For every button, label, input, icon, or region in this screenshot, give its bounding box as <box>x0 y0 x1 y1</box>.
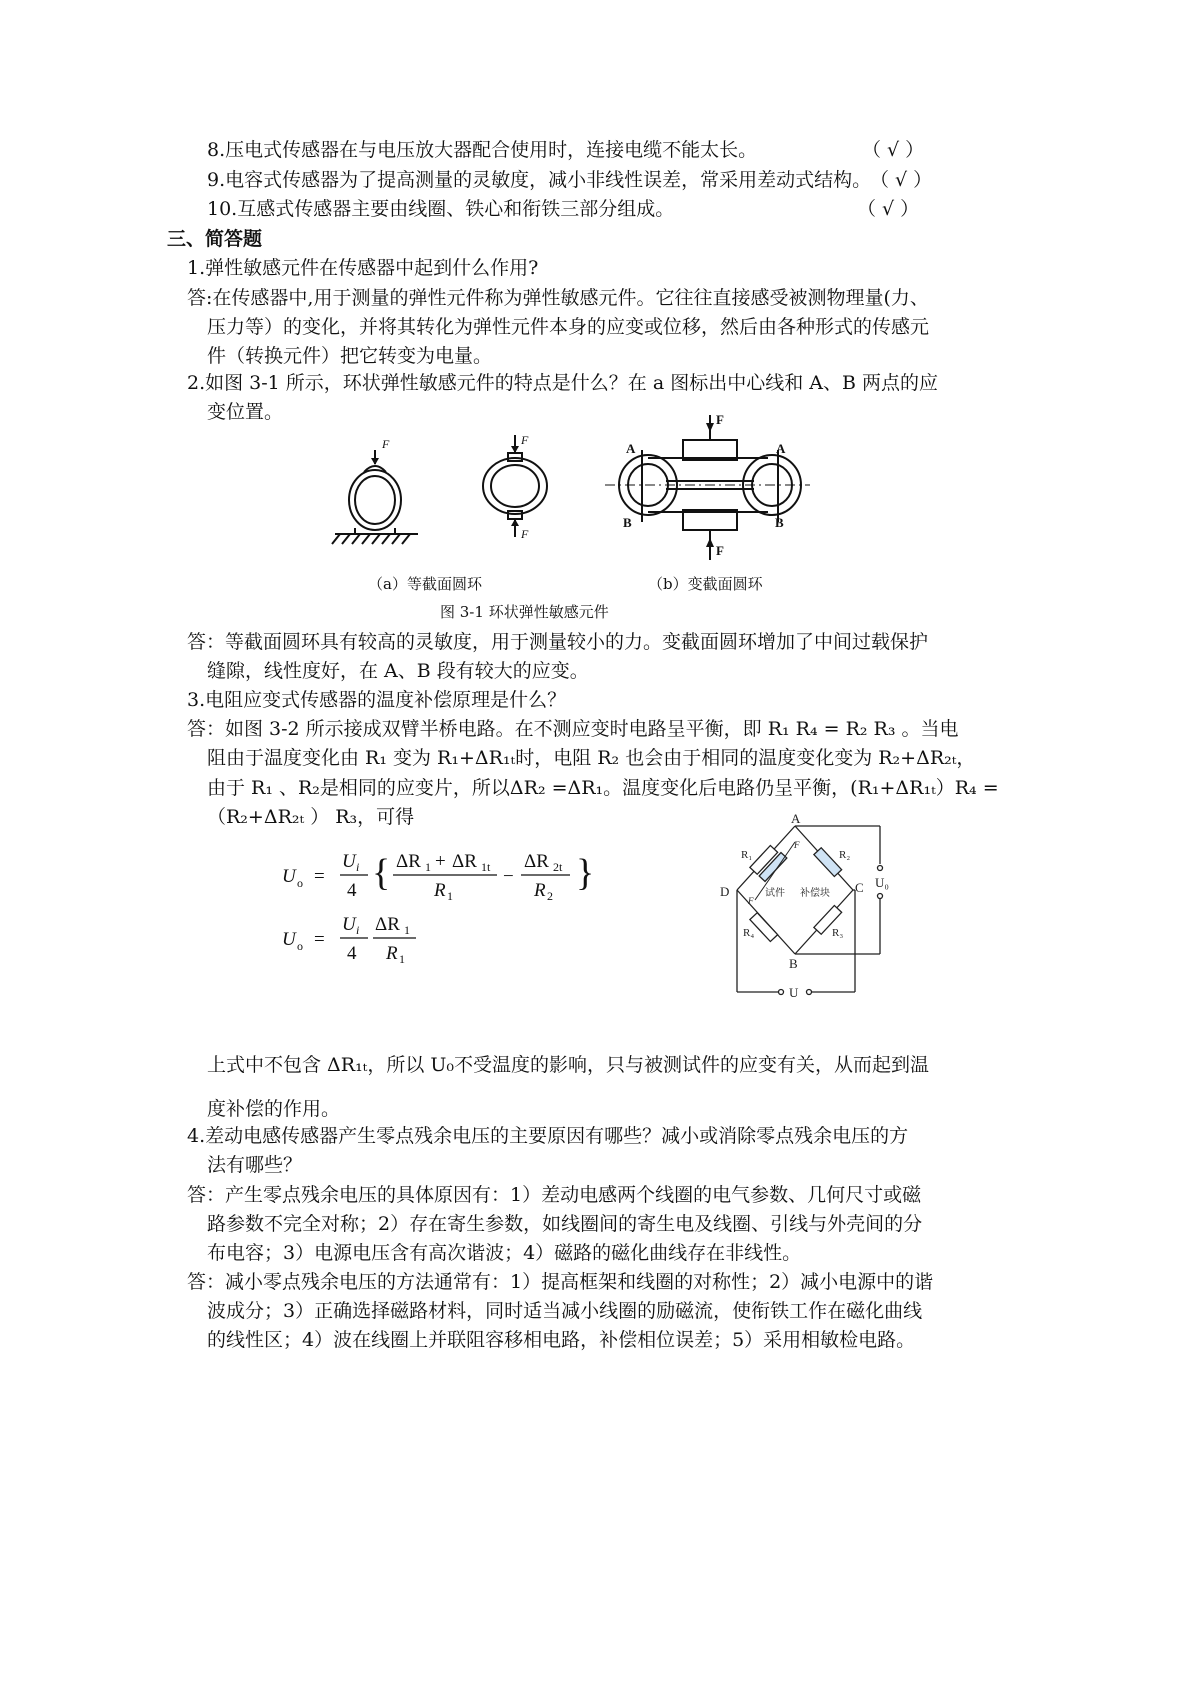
formula-block <box>280 840 620 970</box>
f1-r1: R <box>434 880 446 901</box>
bridge-node-C: C <box>855 880 864 895</box>
f1-lhs-sub: o <box>297 876 303 890</box>
q2-question-line2: 变位置。 <box>207 401 284 423</box>
f1-plus: + <box>435 851 446 872</box>
bridge-F-bottom: F <box>748 896 754 906</box>
tf-mark-9: （ √ ） <box>870 169 933 191</box>
q3-after-line1: 上式中不包含 ΔR₁ₜ，所以 U₀不受温度的影响，只与被测试件的应变有关，从而起到温 <box>207 1054 930 1076</box>
q2-question-line1: 2.如图 3-1 所示，环状弹性敏感元件的特点是什么？在 a 图标出中心线和 A、B 两点的应 <box>187 372 938 394</box>
f2-sub1: 1 <box>404 923 410 937</box>
q3-answer-line2: 阻由于温度变化由 R₁ 变为 R₁+ΔR₁ₜ时，电阻 R₂ 也会由于相同的温度变化变为 R₂+ΔR₂ₜ， <box>207 747 976 769</box>
tf-item-10: 10.互感式传感器主要由线圈、铁心和衔铁三部分组成。 <box>207 198 675 220</box>
bridge-specimen: 试件 <box>765 888 785 899</box>
f1-ui-sub: i <box>356 860 360 874</box>
fig-label-A-right: A <box>776 441 786 456</box>
fig-label-B-right: B <box>775 515 784 530</box>
q4-answer2-line1: 答：减小零点残余电压的方法通常有：1）提高框架和线圈的对称性；2）减小电源中的谐 <box>187 1271 934 1293</box>
q1-answer-line3: 件（转换元件）把它转变为电量。 <box>207 345 493 367</box>
q3-question: 3.电阻应变式传感器的温度补偿原理是什么？ <box>187 689 567 711</box>
fig-label-F-a1: F <box>382 437 390 451</box>
q4-answer1-line3: 布电容；3）电源电压含有高次谐波；4）磁路的磁化曲线存在非线性。 <box>207 1242 802 1264</box>
q4-question-line2: 法有哪些？ <box>207 1154 303 1176</box>
svg-text:{: { <box>372 852 391 894</box>
f1-r2: R <box>534 880 546 901</box>
f2-ui-sub: i <box>356 923 360 937</box>
fig-label-F-b2: F <box>716 543 724 558</box>
f2-r1: R <box>386 943 398 964</box>
q3-answer-line3: 由于 R₁ 、R₂是相同的应变片，所以ΔR₂ =ΔR₁。温度变化后电路仍呈平衡，(R₁+ΔR₁ₜ）R₄ = <box>207 777 999 799</box>
q4-answer1-line1: 答：产生零点残余电压的具体原因有：1）差动电感两个线圈的电气参数、几何尺寸或磁 <box>187 1184 922 1206</box>
bridge-R1: R₁ <box>741 849 753 861</box>
f1-r2-sub: 2 <box>547 889 553 903</box>
q2-answer-line1: 答：等截面圆环具有较高的灵敏度，用于测量较小的力。变截面圆环增加了中间过载保护 <box>187 631 929 653</box>
q3-answer-line4: （R₂+ΔR₂ₜ ） R₃，可得 <box>207 806 415 828</box>
q4-answer2-line3: 的线性区；4）波在线圈上并联阻容移相电路，补偿相位误差；5）采用相敏检电路。 <box>207 1329 916 1351</box>
q4-answer1-line2: 路参数不完全对称；2）存在寄生参数，如线圈间的寄生电及线圈、引线与外壳间的分 <box>207 1213 923 1235</box>
q1-answer-line1: 答:在传感器中,用于测量的弹性元件称为弹性敏感元件。它往往直接感受被测物理量(力、 <box>187 287 929 309</box>
bridge-node-D: D <box>720 884 730 899</box>
f1-r1-sub: 1 <box>447 889 453 903</box>
bridge-R3: R₃ <box>832 927 844 939</box>
fig-label-F-a3: F <box>521 527 529 541</box>
f2-dr1: ΔR <box>375 914 400 935</box>
q1-answer-line2: 压力等）的变化，并将其转化为弹性元件本身的应变或位移，然后由各种形式的传感元 <box>207 316 930 338</box>
f2-ui: U <box>342 914 356 935</box>
f1-dr1t: ΔR <box>452 851 477 872</box>
q2-answer-line2: 缝隙，线性度好，在 A、B 段有较大的应变。 <box>207 660 589 682</box>
f1-sub2t: 2t <box>553 860 563 874</box>
bridge-comp-block: 补偿块 <box>800 888 830 899</box>
f1-four: 4 <box>347 880 357 901</box>
f1-ui: U <box>342 851 356 872</box>
f2-eq: = <box>314 929 325 950</box>
fig-label-F-b1: F <box>716 412 724 427</box>
figure-title: 图 3-1 环状弹性敏感元件 <box>440 603 609 621</box>
svg-text:}: } <box>576 852 595 894</box>
bridge-R4: R₄ <box>743 927 755 939</box>
bridge-Uo: U₀ <box>875 875 889 890</box>
q3-answer-line1: 答：如图 3-2 所示接成双臂半桥电路。在不测应变时电路呈平衡，即 R₁ R₄ = R₂ R₃ 。当电 <box>187 718 959 740</box>
q4-answer2-line2: 波成分；3）正确选择磁路材料，同时适当减小线圈的励磁流，使衔铁工作在磁化曲线 <box>207 1300 923 1322</box>
f2-lhs: U <box>282 929 296 950</box>
section-title: 三、简答题 <box>167 228 263 250</box>
figure-caption-b: （b）变截面圆环 <box>648 575 763 593</box>
f1-minus: − <box>503 866 514 887</box>
bridge-node-B: B <box>789 956 798 971</box>
f1-lhs: U <box>282 866 296 887</box>
q3-after-line2: 度补偿的作用。 <box>207 1098 341 1120</box>
q4-question-line1: 4.差动电感传感器产生零点残余电压的主要原因有哪些？减小或消除零点残余电压的方 <box>187 1125 909 1147</box>
tf-item-8: 8.压电式传感器在与电压放大器配合使用时，连接电缆不能太长。 <box>207 139 758 161</box>
bridge-R2: R₂ <box>839 849 851 861</box>
f2-lhs-sub: o <box>297 939 303 953</box>
figure-caption-a: （a）等截面圆环 <box>368 575 482 593</box>
f1-eq: = <box>314 866 325 887</box>
q1-question: 1.弹性敏感元件在传感器中起到什么作用? <box>187 257 539 279</box>
bridge-F-top: F <box>794 840 800 850</box>
tf-item-9: 9.电容式传感器为了提高测量的灵敏度，减小非线性误差，常采用差动式结构。 <box>207 169 872 191</box>
f1-dr1: ΔR <box>396 851 421 872</box>
ring-b <box>605 415 810 560</box>
f1-dr2t: ΔR <box>524 851 549 872</box>
f1-sub1: 1 <box>425 860 431 874</box>
f1-sub1t: 1t <box>481 860 491 874</box>
fig-label-F-a2: F <box>521 433 529 447</box>
f2-r1-sub: 1 <box>399 952 405 966</box>
figure-3-1 <box>320 410 820 570</box>
fig-label-A-left: A <box>626 441 636 456</box>
bridge-U: U <box>789 985 799 1000</box>
fig-label-B-left: B <box>623 515 632 530</box>
f2-four: 4 <box>347 943 357 964</box>
tf-mark-10: （ √ ） <box>857 198 920 220</box>
tf-mark-8: （ √ ） <box>862 139 925 161</box>
bridge-circuit <box>715 812 905 1002</box>
bridge-node-A: A <box>791 812 801 826</box>
